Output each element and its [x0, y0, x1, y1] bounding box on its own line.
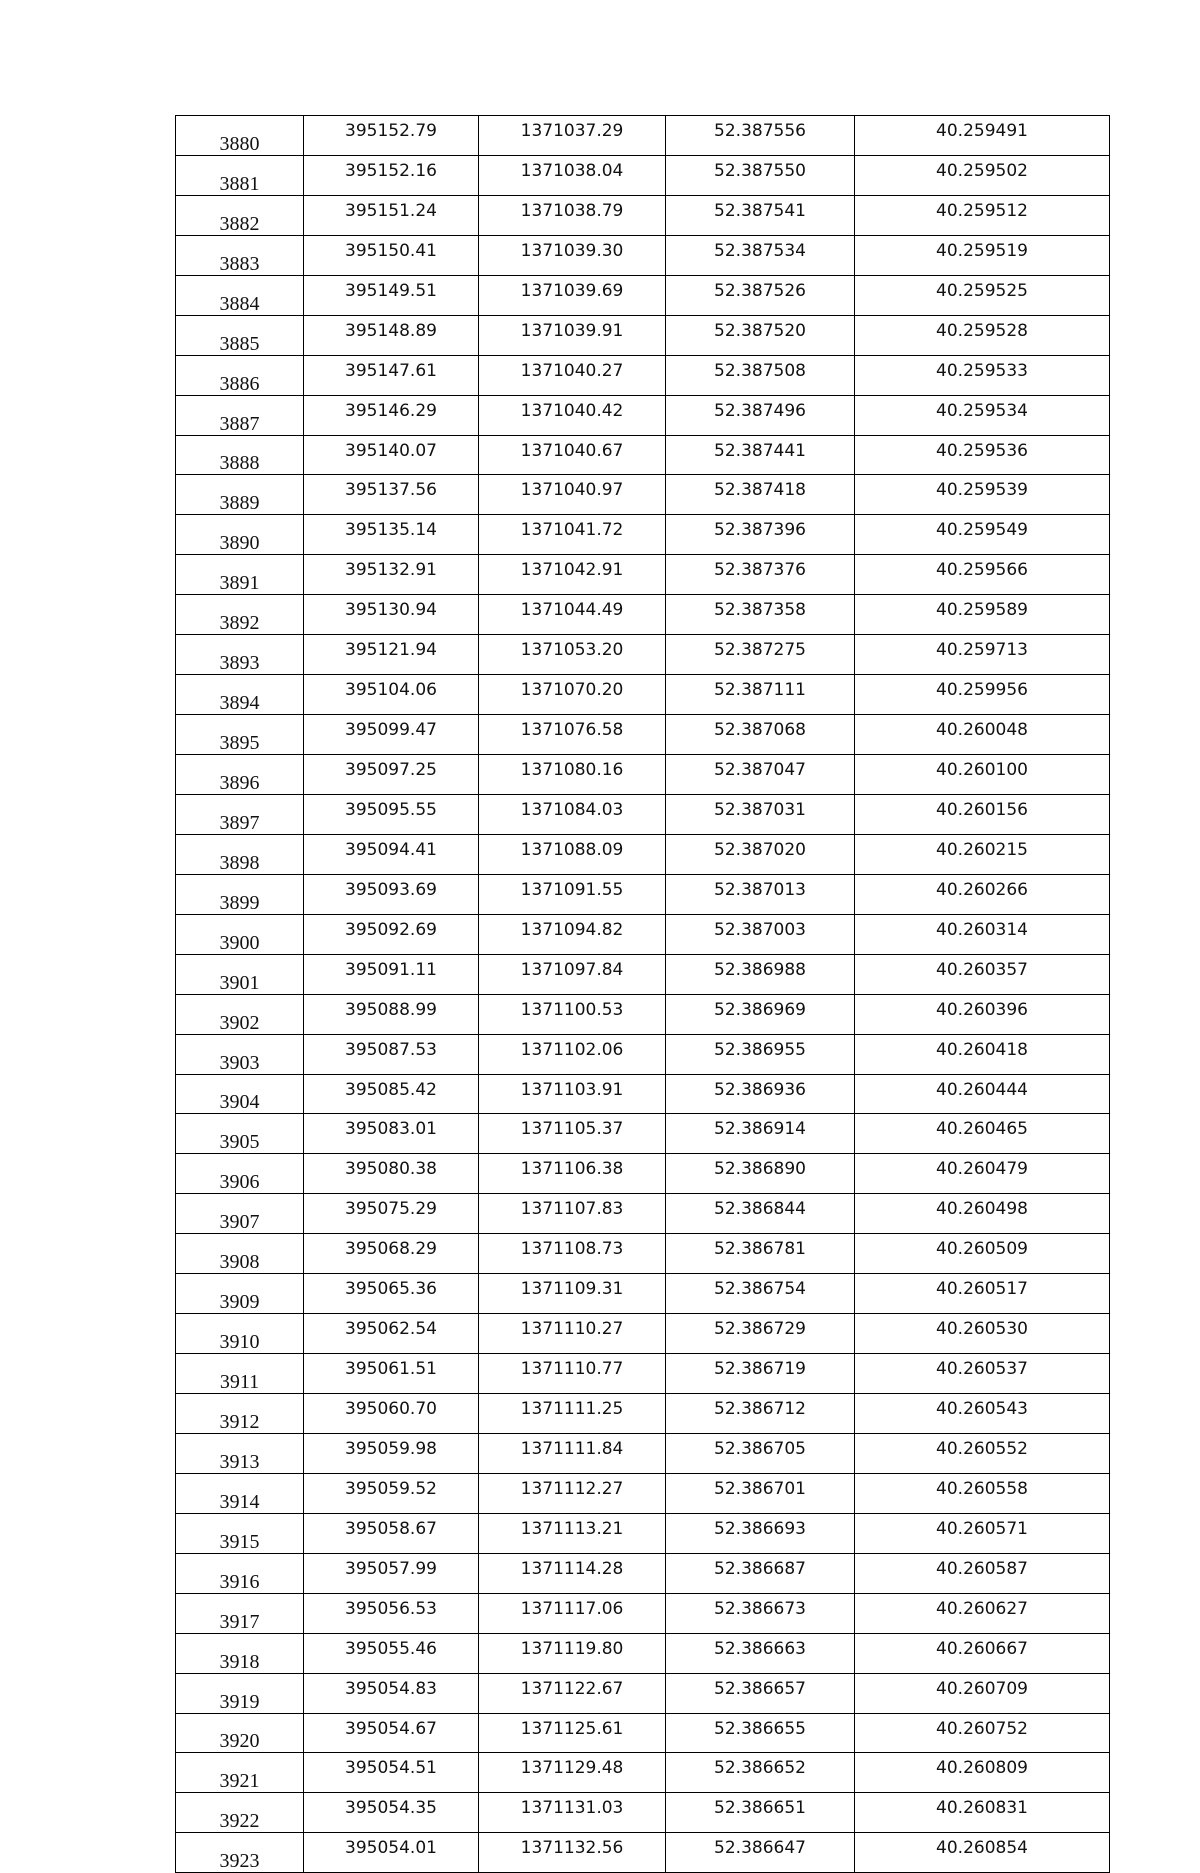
table-row	[176, 675, 1110, 715]
latitude-cell: 52.386652	[666, 1753, 855, 1793]
y-coordinate-cell: 1371117.06	[479, 1593, 666, 1633]
x-coordinate-cell: 395087.53	[304, 1034, 479, 1074]
table-row	[176, 315, 1110, 355]
point-number-cell: 3902	[176, 994, 304, 1034]
longitude-cell: 40.259533	[855, 355, 1110, 395]
y-coordinate-cell: 1371112.27	[479, 1473, 666, 1513]
point-number-cell: 3909	[176, 1274, 304, 1314]
x-coordinate-cell: 395132.91	[304, 555, 479, 595]
y-coordinate-cell: 1371044.49	[479, 595, 666, 635]
longitude-cell: 40.259519	[855, 235, 1110, 275]
longitude-cell: 40.260396	[855, 994, 1110, 1034]
longitude-cell: 40.259566	[855, 555, 1110, 595]
latitude-cell: 52.386651	[666, 1793, 855, 1833]
table-row	[176, 235, 1110, 275]
x-coordinate-cell: 395147.61	[304, 355, 479, 395]
latitude-cell: 52.386712	[666, 1394, 855, 1434]
x-coordinate-cell: 395088.99	[304, 994, 479, 1034]
x-coordinate-cell: 395097.25	[304, 755, 479, 795]
longitude-cell: 40.260479	[855, 1154, 1110, 1194]
point-number-cell: 3886	[176, 355, 304, 395]
longitude-cell: 40.260552	[855, 1433, 1110, 1473]
latitude-cell: 52.386657	[666, 1673, 855, 1713]
latitude-cell: 52.387441	[666, 435, 855, 475]
point-number-cell: 3923	[176, 1833, 304, 1873]
point-number-cell: 3905	[176, 1114, 304, 1154]
table-row	[176, 755, 1110, 795]
x-coordinate-cell: 395055.46	[304, 1633, 479, 1673]
table-row	[176, 994, 1110, 1034]
latitude-cell: 52.386936	[666, 1074, 855, 1114]
latitude-cell: 52.387111	[666, 675, 855, 715]
longitude-cell: 40.259956	[855, 675, 1110, 715]
latitude-cell: 52.386655	[666, 1713, 855, 1753]
x-coordinate-cell: 395054.67	[304, 1713, 479, 1753]
y-coordinate-cell: 1371053.20	[479, 635, 666, 675]
latitude-cell: 52.386693	[666, 1513, 855, 1553]
longitude-cell: 40.259539	[855, 475, 1110, 515]
latitude-cell: 52.386729	[666, 1314, 855, 1354]
x-coordinate-cell: 395152.16	[304, 155, 479, 195]
x-coordinate-cell: 395149.51	[304, 275, 479, 315]
point-number-cell: 3913	[176, 1433, 304, 1473]
y-coordinate-cell: 1371038.79	[479, 195, 666, 235]
point-number-cell: 3890	[176, 515, 304, 555]
latitude-cell: 52.387496	[666, 395, 855, 435]
table-row	[176, 1713, 1110, 1753]
y-coordinate-cell: 1371100.53	[479, 994, 666, 1034]
longitude-cell: 40.260627	[855, 1593, 1110, 1633]
point-number-cell: 3892	[176, 595, 304, 635]
longitude-cell: 40.260831	[855, 1793, 1110, 1833]
point-number-cell: 3882	[176, 195, 304, 235]
point-number-cell: 3910	[176, 1314, 304, 1354]
latitude-cell: 52.387020	[666, 834, 855, 874]
longitude-cell: 40.260667	[855, 1633, 1110, 1673]
x-coordinate-cell: 395056.53	[304, 1593, 479, 1633]
table-row	[176, 1314, 1110, 1354]
y-coordinate-cell: 1371119.80	[479, 1633, 666, 1673]
y-coordinate-cell: 1371103.91	[479, 1074, 666, 1114]
latitude-cell: 52.387003	[666, 914, 855, 954]
latitude-cell: 52.387358	[666, 595, 855, 635]
longitude-cell: 40.260517	[855, 1274, 1110, 1314]
y-coordinate-cell: 1371042.91	[479, 555, 666, 595]
y-coordinate-cell: 1371070.20	[479, 675, 666, 715]
point-number-cell: 3912	[176, 1394, 304, 1434]
x-coordinate-cell: 395152.79	[304, 116, 479, 156]
y-coordinate-cell: 1371102.06	[479, 1034, 666, 1074]
point-number-cell: 3920	[176, 1713, 304, 1753]
longitude-cell: 40.260498	[855, 1194, 1110, 1234]
point-number-cell: 3904	[176, 1074, 304, 1114]
latitude-cell: 52.387556	[666, 116, 855, 156]
table-row	[176, 1673, 1110, 1713]
table-row	[176, 1274, 1110, 1314]
table-row	[176, 595, 1110, 635]
point-number-cell: 3916	[176, 1553, 304, 1593]
latitude-cell: 52.387418	[666, 475, 855, 515]
point-number-cell: 3915	[176, 1513, 304, 1553]
longitude-cell: 40.260314	[855, 914, 1110, 954]
longitude-cell: 40.260537	[855, 1354, 1110, 1394]
x-coordinate-cell: 395080.38	[304, 1154, 479, 1194]
table-row	[176, 475, 1110, 515]
x-coordinate-cell: 395104.06	[304, 675, 479, 715]
table-row	[176, 515, 1110, 555]
table-row	[176, 435, 1110, 475]
y-coordinate-cell: 1371105.37	[479, 1114, 666, 1154]
point-number-cell: 3919	[176, 1673, 304, 1713]
y-coordinate-cell: 1371111.25	[479, 1394, 666, 1434]
x-coordinate-cell: 395099.47	[304, 715, 479, 755]
longitude-cell: 40.260156	[855, 794, 1110, 834]
table-row	[176, 1593, 1110, 1633]
y-coordinate-cell: 1371108.73	[479, 1234, 666, 1274]
point-number-cell: 3917	[176, 1593, 304, 1633]
x-coordinate-cell: 395062.54	[304, 1314, 479, 1354]
table-row	[176, 1194, 1110, 1234]
point-number-cell: 3899	[176, 874, 304, 914]
table-row	[176, 1793, 1110, 1833]
y-coordinate-cell: 1371114.28	[479, 1553, 666, 1593]
point-number-cell: 3895	[176, 715, 304, 755]
point-number-cell: 3921	[176, 1753, 304, 1793]
x-coordinate-cell: 395054.35	[304, 1793, 479, 1833]
table-row	[176, 1074, 1110, 1114]
x-coordinate-cell: 395068.29	[304, 1234, 479, 1274]
y-coordinate-cell: 1371039.69	[479, 275, 666, 315]
latitude-cell: 52.386705	[666, 1433, 855, 1473]
table-row	[176, 1473, 1110, 1513]
point-number-cell: 3889	[176, 475, 304, 515]
coordinates-table	[175, 115, 1110, 1873]
y-coordinate-cell: 1371039.30	[479, 235, 666, 275]
table-row	[176, 1433, 1110, 1473]
table-row	[176, 555, 1110, 595]
y-coordinate-cell: 1371091.55	[479, 874, 666, 914]
point-number-cell: 3880	[176, 116, 304, 156]
y-coordinate-cell: 1371122.67	[479, 1673, 666, 1713]
table-row	[176, 635, 1110, 675]
x-coordinate-cell: 395054.51	[304, 1753, 479, 1793]
longitude-cell: 40.260215	[855, 834, 1110, 874]
x-coordinate-cell: 395130.94	[304, 595, 479, 635]
point-number-cell: 3908	[176, 1234, 304, 1274]
y-coordinate-cell: 1371113.21	[479, 1513, 666, 1553]
longitude-cell: 40.260509	[855, 1234, 1110, 1274]
latitude-cell: 52.386673	[666, 1593, 855, 1633]
table-row	[176, 1034, 1110, 1074]
table-row	[176, 1394, 1110, 1434]
longitude-cell: 40.259491	[855, 116, 1110, 156]
latitude-cell: 52.387534	[666, 235, 855, 275]
latitude-cell: 52.387508	[666, 355, 855, 395]
longitude-cell: 40.260530	[855, 1314, 1110, 1354]
point-number-cell: 3901	[176, 954, 304, 994]
longitude-cell: 40.260444	[855, 1074, 1110, 1114]
x-coordinate-cell: 395075.29	[304, 1194, 479, 1234]
point-number-cell: 3922	[176, 1793, 304, 1833]
longitude-cell: 40.259589	[855, 595, 1110, 635]
latitude-cell: 52.386844	[666, 1194, 855, 1234]
latitude-cell: 52.387068	[666, 715, 855, 755]
longitude-cell: 40.259502	[855, 155, 1110, 195]
y-coordinate-cell: 1371107.83	[479, 1194, 666, 1234]
y-coordinate-cell: 1371129.48	[479, 1753, 666, 1793]
point-number-cell: 3907	[176, 1194, 304, 1234]
latitude-cell: 52.387396	[666, 515, 855, 555]
point-number-cell: 3887	[176, 395, 304, 435]
latitude-cell: 52.386890	[666, 1154, 855, 1194]
y-coordinate-cell: 1371106.38	[479, 1154, 666, 1194]
latitude-cell: 52.386754	[666, 1274, 855, 1314]
point-number-cell: 3888	[176, 435, 304, 475]
x-coordinate-cell: 395059.98	[304, 1433, 479, 1473]
x-coordinate-cell: 395137.56	[304, 475, 479, 515]
table-row	[176, 715, 1110, 755]
table-row	[176, 794, 1110, 834]
y-coordinate-cell: 1371076.58	[479, 715, 666, 755]
table-row	[176, 116, 1110, 156]
table-row	[176, 395, 1110, 435]
y-coordinate-cell: 1371111.84	[479, 1433, 666, 1473]
y-coordinate-cell: 1371088.09	[479, 834, 666, 874]
latitude-cell: 52.386719	[666, 1354, 855, 1394]
table-row	[176, 954, 1110, 994]
y-coordinate-cell: 1371094.82	[479, 914, 666, 954]
y-coordinate-cell: 1371040.27	[479, 355, 666, 395]
longitude-cell: 40.259534	[855, 395, 1110, 435]
latitude-cell: 52.387013	[666, 874, 855, 914]
x-coordinate-cell: 395146.29	[304, 395, 479, 435]
longitude-cell: 40.260357	[855, 954, 1110, 994]
x-coordinate-cell: 395059.52	[304, 1473, 479, 1513]
table-row	[176, 195, 1110, 235]
table-row	[176, 1513, 1110, 1553]
point-number-cell: 3885	[176, 315, 304, 355]
y-coordinate-cell: 1371039.91	[479, 315, 666, 355]
x-coordinate-cell: 395095.55	[304, 794, 479, 834]
table-row	[176, 1234, 1110, 1274]
x-coordinate-cell: 395148.89	[304, 315, 479, 355]
longitude-cell: 40.260809	[855, 1753, 1110, 1793]
table-row	[176, 1633, 1110, 1673]
point-number-cell: 3918	[176, 1633, 304, 1673]
longitude-cell: 40.260587	[855, 1553, 1110, 1593]
x-coordinate-cell: 395054.83	[304, 1673, 479, 1713]
longitude-cell: 40.259536	[855, 435, 1110, 475]
latitude-cell: 52.386687	[666, 1553, 855, 1593]
x-coordinate-cell: 395140.07	[304, 435, 479, 475]
latitude-cell: 52.386663	[666, 1633, 855, 1673]
x-coordinate-cell: 395061.51	[304, 1354, 479, 1394]
table-row	[176, 1753, 1110, 1793]
latitude-cell: 52.386914	[666, 1114, 855, 1154]
table-row	[176, 834, 1110, 874]
longitude-cell: 40.260100	[855, 755, 1110, 795]
longitude-cell: 40.259525	[855, 275, 1110, 315]
point-number-cell: 3883	[176, 235, 304, 275]
y-coordinate-cell: 1371038.04	[479, 155, 666, 195]
x-coordinate-cell: 395121.94	[304, 635, 479, 675]
y-coordinate-cell: 1371041.72	[479, 515, 666, 555]
point-number-cell: 3896	[176, 755, 304, 795]
x-coordinate-cell: 395150.41	[304, 235, 479, 275]
point-number-cell: 3903	[176, 1034, 304, 1074]
point-number-cell: 3898	[176, 834, 304, 874]
x-coordinate-cell: 395060.70	[304, 1394, 479, 1434]
x-coordinate-cell: 395092.69	[304, 914, 479, 954]
longitude-cell: 40.259528	[855, 315, 1110, 355]
longitude-cell: 40.260709	[855, 1673, 1110, 1713]
y-coordinate-cell: 1371040.42	[479, 395, 666, 435]
table-row	[176, 1154, 1110, 1194]
y-coordinate-cell: 1371110.77	[479, 1354, 666, 1394]
point-number-cell: 3891	[176, 555, 304, 595]
y-coordinate-cell: 1371097.84	[479, 954, 666, 994]
point-number-cell: 3894	[176, 675, 304, 715]
longitude-cell: 40.259713	[855, 635, 1110, 675]
y-coordinate-cell: 1371131.03	[479, 1793, 666, 1833]
latitude-cell: 52.387031	[666, 794, 855, 834]
point-number-cell: 3914	[176, 1473, 304, 1513]
point-number-cell: 3881	[176, 155, 304, 195]
x-coordinate-cell: 395135.14	[304, 515, 479, 555]
table-row	[176, 1553, 1110, 1593]
longitude-cell: 40.259549	[855, 515, 1110, 555]
longitude-cell: 40.260558	[855, 1473, 1110, 1513]
point-number-cell: 3884	[176, 275, 304, 315]
y-coordinate-cell: 1371040.67	[479, 435, 666, 475]
longitude-cell: 40.260048	[855, 715, 1110, 755]
table-row	[176, 155, 1110, 195]
point-number-cell: 3900	[176, 914, 304, 954]
table-row	[176, 914, 1110, 954]
y-coordinate-cell: 1371084.03	[479, 794, 666, 834]
table-row	[176, 1114, 1110, 1154]
latitude-cell: 52.387047	[666, 755, 855, 795]
latitude-cell: 52.387520	[666, 315, 855, 355]
latitude-cell: 52.387376	[666, 555, 855, 595]
table-row	[176, 874, 1110, 914]
longitude-cell: 40.260854	[855, 1833, 1110, 1873]
x-coordinate-cell: 395094.41	[304, 834, 479, 874]
latitude-cell: 52.386647	[666, 1833, 855, 1873]
x-coordinate-cell: 395085.42	[304, 1074, 479, 1114]
latitude-cell: 52.386988	[666, 954, 855, 994]
longitude-cell: 40.260571	[855, 1513, 1110, 1553]
x-coordinate-cell: 395058.67	[304, 1513, 479, 1553]
latitude-cell: 52.387526	[666, 275, 855, 315]
y-coordinate-cell: 1371125.61	[479, 1713, 666, 1753]
y-coordinate-cell: 1371109.31	[479, 1274, 666, 1314]
y-coordinate-cell: 1371037.29	[479, 116, 666, 156]
x-coordinate-cell: 395083.01	[304, 1114, 479, 1154]
coordinates-table-body	[176, 116, 1110, 1873]
x-coordinate-cell: 395057.99	[304, 1553, 479, 1593]
latitude-cell: 52.387275	[666, 635, 855, 675]
table-row	[176, 1833, 1110, 1873]
longitude-cell: 40.260418	[855, 1034, 1110, 1074]
y-coordinate-cell: 1371040.97	[479, 475, 666, 515]
latitude-cell: 52.386969	[666, 994, 855, 1034]
y-coordinate-cell: 1371132.56	[479, 1833, 666, 1873]
table-row	[176, 275, 1110, 315]
point-number-cell: 3893	[176, 635, 304, 675]
latitude-cell: 52.386701	[666, 1473, 855, 1513]
point-number-cell: 3897	[176, 794, 304, 834]
latitude-cell: 52.386781	[666, 1234, 855, 1274]
x-coordinate-cell: 395093.69	[304, 874, 479, 914]
x-coordinate-cell: 395065.36	[304, 1274, 479, 1314]
y-coordinate-cell: 1371080.16	[479, 755, 666, 795]
y-coordinate-cell: 1371110.27	[479, 1314, 666, 1354]
latitude-cell: 52.387541	[666, 195, 855, 235]
longitude-cell: 40.260266	[855, 874, 1110, 914]
longitude-cell: 40.260465	[855, 1114, 1110, 1154]
x-coordinate-cell: 395091.11	[304, 954, 479, 994]
latitude-cell: 52.387550	[666, 155, 855, 195]
table-row	[176, 355, 1110, 395]
longitude-cell: 40.259512	[855, 195, 1110, 235]
longitude-cell: 40.260752	[855, 1713, 1110, 1753]
point-number-cell: 3911	[176, 1354, 304, 1394]
latitude-cell: 52.386955	[666, 1034, 855, 1074]
longitude-cell: 40.260543	[855, 1394, 1110, 1434]
point-number-cell: 3906	[176, 1154, 304, 1194]
x-coordinate-cell: 395054.01	[304, 1833, 479, 1873]
table-row	[176, 1354, 1110, 1394]
x-coordinate-cell: 395151.24	[304, 195, 479, 235]
